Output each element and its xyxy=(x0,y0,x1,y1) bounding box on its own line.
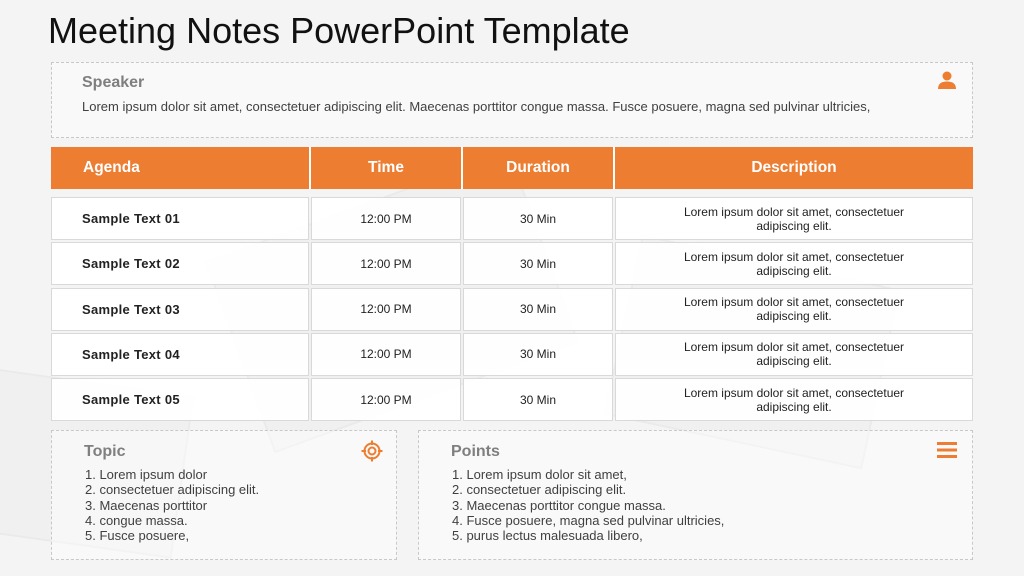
cell-agenda: Sample Text 04 xyxy=(51,333,309,376)
cell-agenda: Sample Text 01 xyxy=(51,197,309,240)
header-duration: Duration xyxy=(463,147,615,189)
table-body xyxy=(51,197,973,421)
cell-description: Lorem ipsum dolor sit amet, consectetuer adipiscing elit. xyxy=(615,288,973,331)
cell-description: Lorem ipsum dolor sit amet, consectetuer adipiscing elit. xyxy=(615,333,973,376)
cell-description: Lorem ipsum dolor sit amet, consectetuer adipiscing elit. xyxy=(615,242,973,285)
table-row xyxy=(51,242,973,285)
list-item: 2. consectetuer adipiscing elit. xyxy=(85,482,260,498)
cell-duration: 30 Min xyxy=(463,197,613,240)
header-agenda: Agenda xyxy=(51,147,311,189)
cell-agenda: Sample Text 05 xyxy=(51,378,309,421)
points-list xyxy=(452,467,724,543)
speaker-panel xyxy=(51,62,973,138)
points-panel xyxy=(418,430,973,560)
cell-duration: 30 Min xyxy=(463,242,613,285)
cell-agenda: Sample Text 03 xyxy=(51,288,309,331)
cell-duration: 30 Min xyxy=(463,378,613,421)
list-item: 3. Maecenas porttitor congue massa. xyxy=(452,497,666,513)
topic-panel xyxy=(51,430,397,560)
list-item: 4. Fusce posuere, magna sed pulvinar ultricies, xyxy=(452,512,725,528)
header-description: Description xyxy=(751,159,837,176)
cell-time: 12:00 PM xyxy=(311,333,461,376)
target-icon xyxy=(361,440,383,462)
person-icon xyxy=(937,70,957,90)
cell-duration: 30 Min xyxy=(463,288,613,331)
list-item: 1. Lorem ipsum dolor sit amet, xyxy=(452,467,627,482)
list-item: 3. Maecenas porttitor xyxy=(85,497,208,513)
table-row xyxy=(51,333,973,376)
agenda-table xyxy=(51,147,973,423)
cell-duration: 30 Min xyxy=(463,333,613,376)
cell-agenda: Sample Text 02 xyxy=(51,242,309,285)
cell-description: Lorem ipsum dolor sit amet, consectetuer adipiscing elit. xyxy=(615,378,973,421)
speaker-heading: Speaker xyxy=(82,74,145,91)
menu-lines-icon xyxy=(936,441,958,459)
points-heading: Points xyxy=(451,443,500,460)
list-item: 1. Lorem ipsum dolor xyxy=(85,467,208,482)
page-title: Meeting Notes PowerPoint Template xyxy=(48,10,630,51)
cell-time: 12:00 PM xyxy=(311,242,461,285)
cell-time: 12:00 PM xyxy=(311,288,461,331)
table-row xyxy=(51,197,973,240)
list-item: 5. purus lectus malesuada libero, xyxy=(452,528,643,544)
speaker-text: Lorem ipsum dolor sit amet, consectetuer adipiscing elit. Maecenas porttitor congue massa. Fusce posuere, magna sed pulvinar ultricies, xyxy=(82,99,871,114)
list-item: 5. Fusce posuere, xyxy=(85,528,190,544)
cell-time: 12:00 PM xyxy=(311,197,461,240)
topic-heading: Topic xyxy=(84,443,126,460)
topic-list xyxy=(85,467,259,543)
table-row xyxy=(51,378,973,421)
cell-description: Lorem ipsum dolor sit amet, consectetuer adipiscing elit. xyxy=(615,197,973,240)
list-item: 2. consectetuer adipiscing elit. xyxy=(452,482,627,498)
cell-time: 12:00 PM xyxy=(311,378,461,421)
header-time: Time xyxy=(311,147,463,189)
table-header xyxy=(51,147,973,189)
table-row xyxy=(51,288,973,331)
list-item: 4. congue massa. xyxy=(85,512,188,528)
